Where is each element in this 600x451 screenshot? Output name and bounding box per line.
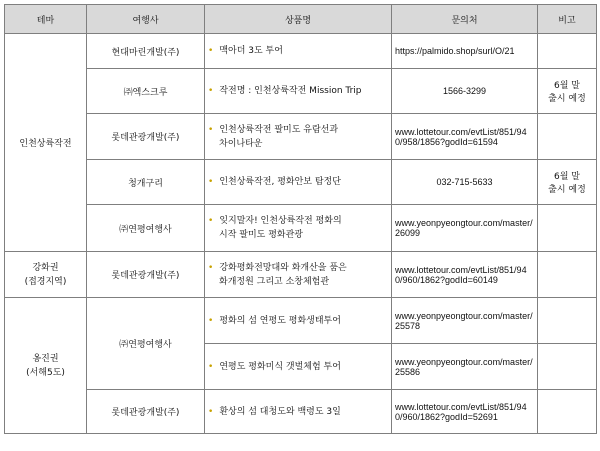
bullet-icon: • — [208, 262, 214, 273]
header-contact: 문의처 — [392, 5, 538, 34]
product-name: 환상의 섬 대청도와 백령도 3일 — [219, 406, 341, 417]
table-header-row — [5, 5, 597, 34]
contact-cell[interactable]: https://palmido.shop/surl/O/21 — [392, 34, 538, 69]
note-cell — [538, 114, 597, 160]
product-name: 평화의 섬 연평도 평화생태투어 — [219, 315, 341, 326]
theme-label: 인천상륙작전 — [19, 139, 72, 149]
bullet-icon: • — [208, 46, 214, 56]
product-name-cont: 시작 팔미도 평화관광 — [219, 230, 303, 240]
note-cell — [538, 34, 597, 69]
product-cell — [205, 344, 392, 390]
product-cell — [205, 205, 392, 252]
note-cell — [538, 298, 597, 344]
contact-cell[interactable]: www.lottetour.com/evtList/851/940/958/1856?godId=61594 — [392, 114, 538, 160]
bullet-icon: • — [208, 177, 214, 187]
agency-cell: 롯데관광개발(주) — [87, 390, 205, 434]
note-cell — [538, 160, 597, 205]
product-name: 연평도 평화미식 갯벌체험 투어 — [219, 361, 341, 372]
table-row — [5, 69, 597, 114]
agency-cell: ㈜엑스크루 — [87, 69, 205, 114]
product-name: 맥아더 3도 투어 — [219, 46, 283, 56]
table-row — [5, 114, 597, 160]
product-cell — [205, 298, 392, 344]
table-row — [5, 298, 597, 344]
product-cell — [205, 390, 392, 434]
note-cell — [538, 205, 597, 252]
theme-sublabel: (서해5도) — [26, 367, 65, 378]
agency-cell: 롯데관광개발(주) — [87, 252, 205, 298]
note-cell — [538, 252, 597, 298]
contact-cell[interactable]: www.lottetour.com/evtList/851/940/960/1862?godId=52691 — [392, 390, 538, 434]
contact-cell[interactable]: www.lottetour.com/evtList/851/940/960/1862?godId=60149 — [392, 252, 538, 298]
agency-cell: ㈜연평여행사 — [87, 205, 205, 252]
theme-cell-ongjin — [5, 298, 87, 434]
note-text: 6월 말 출시 예정 — [548, 81, 586, 104]
bullet-icon: • — [208, 315, 214, 326]
product-name: 인천상륙작전, 평화안보 탐정단 — [219, 177, 341, 187]
product-name-cont: 차이나타운 — [219, 138, 263, 149]
note-text: 6월 말 출시 예정 — [548, 172, 586, 195]
contact-cell[interactable]: www.yeonpyeongtour.com/master/25586 — [392, 344, 538, 390]
product-name: 인천상륙작전 팔미도 유람선과 — [219, 124, 339, 135]
product-name: 잊지말자! 인천상륙작전 평화의 — [219, 216, 342, 226]
contact-cell: 1566-3299 — [392, 69, 538, 114]
product-name-cont: 화개정원 그리고 소창체험관 — [219, 276, 330, 287]
bullet-icon: • — [208, 216, 214, 226]
agency-cell: 롯데관광개발(주) — [87, 114, 205, 160]
bullet-icon: • — [208, 124, 214, 135]
header-note: 비고 — [538, 5, 597, 34]
agency-cell: 현대마린개발(주) — [87, 34, 205, 69]
contact-cell[interactable]: www.yeonpyeongtour.com/master/26099 — [392, 205, 538, 252]
note-cell — [538, 69, 597, 114]
theme-label: 강화권 — [32, 262, 59, 273]
bullet-icon: • — [208, 361, 214, 372]
contact-cell[interactable]: www.yeonpyeongtour.com/master/25578 — [392, 298, 538, 344]
theme-label: 옹진권 — [32, 353, 59, 364]
product-cell — [205, 160, 392, 205]
header-agency: 여행사 — [87, 5, 205, 34]
table-row — [5, 252, 597, 298]
agency-cell: 청개구리 — [87, 160, 205, 205]
table-row — [5, 205, 597, 252]
product-cell — [205, 34, 392, 69]
product-cell — [205, 114, 392, 160]
contact-cell: 032-715-5633 — [392, 160, 538, 205]
agency-cell: ㈜연평여행사 — [87, 298, 205, 390]
product-name: 강화평화전망대와 화개산을 품은 — [219, 262, 347, 273]
header-product: 상품명 — [205, 5, 392, 34]
product-name: 작전명 : 인천상륙작전 Mission Trip — [219, 86, 362, 96]
header-theme: 테마 — [5, 5, 87, 34]
table-row — [5, 34, 597, 69]
theme-cell-incheon — [5, 34, 87, 252]
bullet-icon: • — [208, 86, 214, 96]
table-row — [5, 160, 597, 205]
note-cell — [538, 390, 597, 434]
table-row — [5, 390, 597, 434]
product-cell — [205, 252, 392, 298]
tour-products-table — [4, 4, 597, 434]
theme-cell-ganghwa — [5, 252, 87, 298]
theme-sublabel: (접경지역) — [24, 276, 67, 287]
bullet-icon: • — [208, 406, 214, 417]
product-cell — [205, 69, 392, 114]
note-cell — [538, 344, 597, 390]
